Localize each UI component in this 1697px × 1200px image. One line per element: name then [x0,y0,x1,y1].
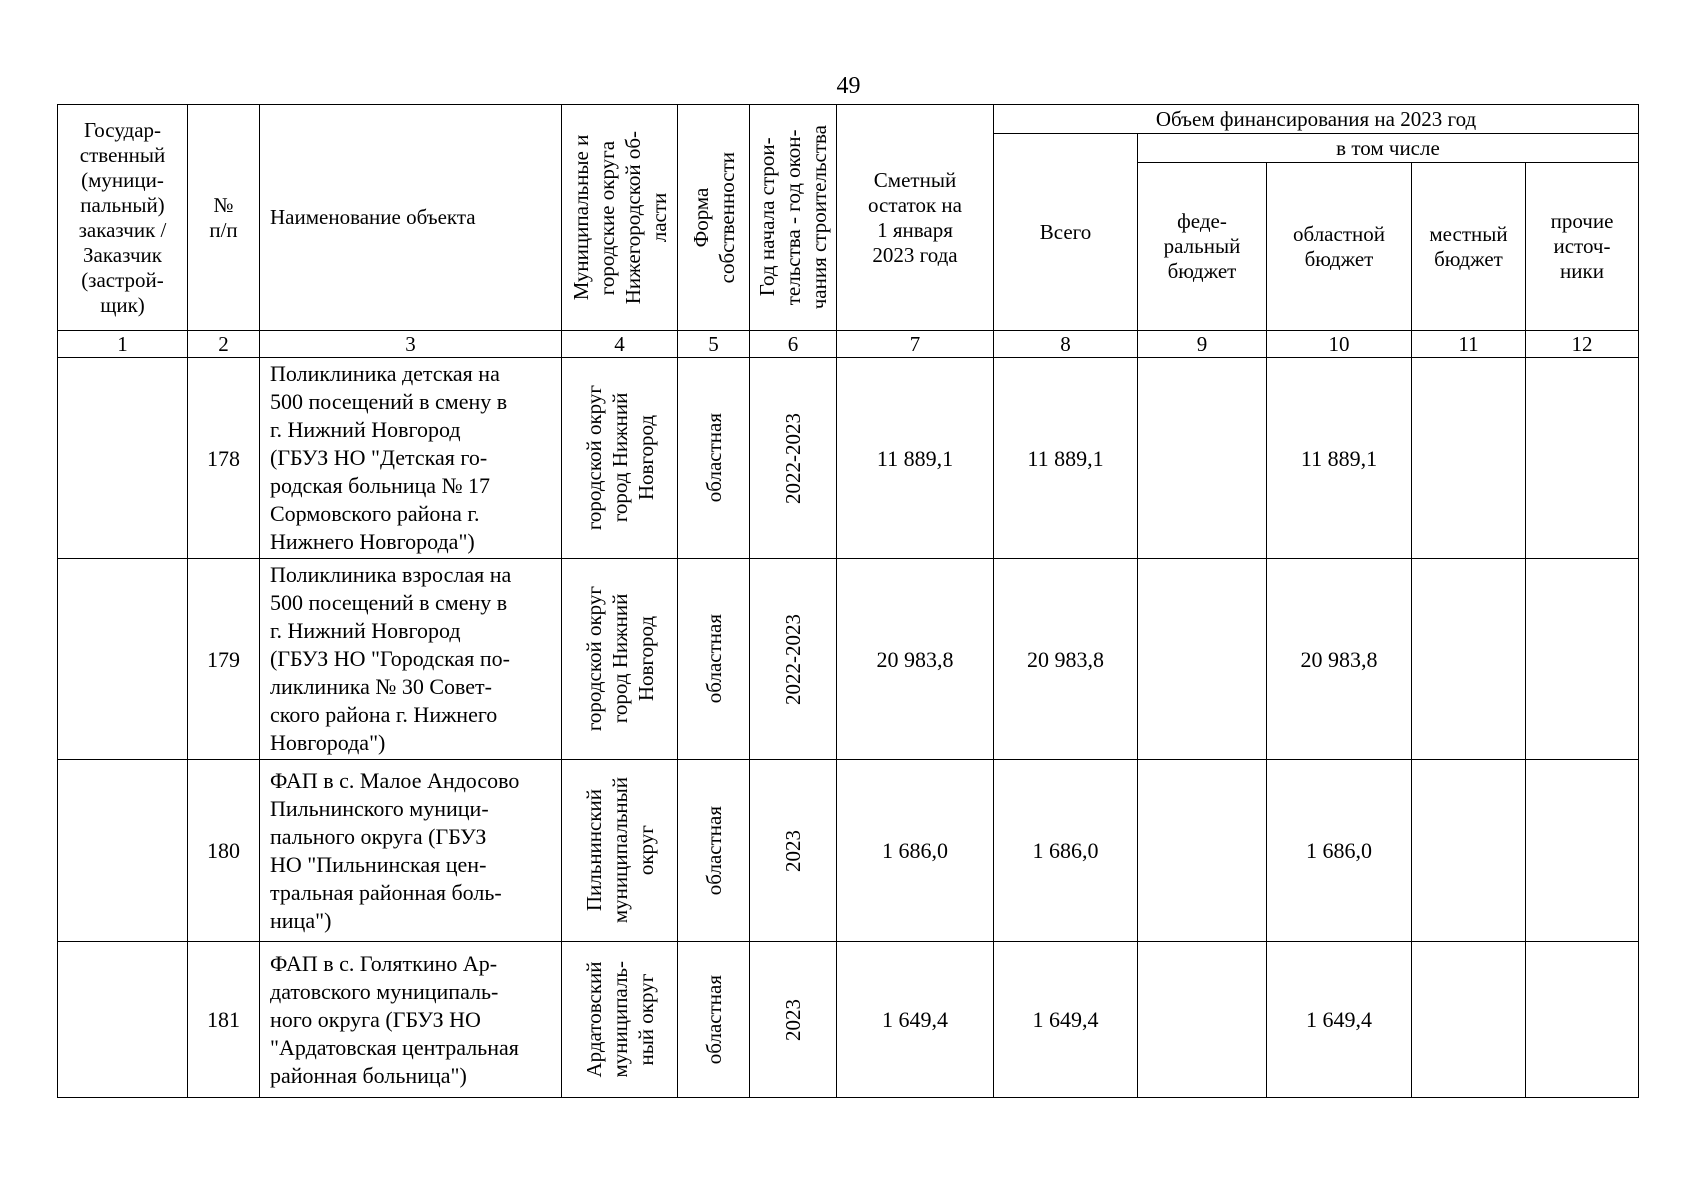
cell-regional: 20 983,8 [1267,559,1412,760]
page-number: 49 [836,73,861,99]
cell-district [562,942,678,1098]
cell-district [562,559,678,760]
cell-balance: 11 889,1 [837,358,994,559]
cell-local [1412,559,1526,760]
cell-years-text: 2023 [781,829,805,872]
cell-federal [1138,760,1267,942]
header-federal-budget: феде- ральный бюджет [1138,163,1267,331]
header-row-1 [58,105,1639,134]
header-total: Всего [994,134,1138,331]
header-regional-budget: областной бюджет [1267,163,1412,331]
cell-district-text: городской округ город Нижний Новгород [581,385,658,531]
column-number: 9 [1138,331,1267,358]
cell-number: 178 [188,358,260,559]
header-years [750,105,837,331]
header-number: № п/п [188,105,260,331]
header-district-text: Муниципальные и городские округа Нижегородской об- ласти [568,130,671,305]
cell-district-text: Пильнинский муниципальный округ [581,777,658,924]
table-row [58,942,1639,1098]
cell-object-name: ФАП в с. Малое Андосово Пильнинского муници- пального округа (ГБУЗ НО "Пильнинская цен- тральная районная боль- ница") [260,760,562,942]
cell-total: 1 649,4 [994,942,1138,1098]
table-row [58,559,1639,760]
column-number: 7 [837,331,994,358]
cell-years-text: 2022-2023 [781,412,805,504]
cell-balance: 20 983,8 [837,559,994,760]
header-object-name: Наименование объекта [260,105,562,331]
cell-federal [1138,942,1267,1098]
cell-number: 181 [188,942,260,1098]
cell-district-text: Ардатовский муниципаль- ный округ [581,961,658,1078]
cell-other [1526,760,1639,942]
column-number: 1 [58,331,188,358]
column-number: 11 [1412,331,1526,358]
cell-total: 20 983,8 [994,559,1138,760]
table-row [58,760,1639,942]
cell-ownership [678,358,750,559]
column-number: 5 [678,331,750,358]
cell-ownership [678,942,750,1098]
investment-table [57,104,1639,1098]
cell-other [1526,559,1639,760]
cell-number: 179 [188,559,260,760]
cell-years [750,942,837,1098]
header-ownership-text: Форма собственности [688,151,739,284]
cell-other [1526,942,1639,1098]
cell-number: 180 [188,760,260,942]
header-funding-volume: Объем финансирования на 2023 год [994,105,1639,134]
cell-regional: 1 649,4 [1267,942,1412,1098]
header-estimated-balance: Сметный остаток на 1 января 2023 года [837,105,994,331]
cell-ownership-text: областная [701,974,726,1065]
cell-local [1412,760,1526,942]
cell-regional: 1 686,0 [1267,760,1412,942]
cell-federal [1138,358,1267,559]
cell-ownership [678,559,750,760]
cell-customer [58,760,188,942]
cell-district [562,760,678,942]
table-row [58,358,1639,559]
cell-total: 11 889,1 [994,358,1138,559]
column-number-row [58,331,1639,358]
cell-local [1412,942,1526,1098]
column-number: 12 [1526,331,1639,358]
header-other-sources: прочие источ- ники [1526,163,1639,331]
cell-ownership [678,760,750,942]
cell-customer [58,358,188,559]
cell-ownership-text: областная [701,805,726,896]
cell-balance: 1 686,0 [837,760,994,942]
cell-years-text: 2023 [781,998,805,1041]
cell-local [1412,358,1526,559]
cell-customer [58,559,188,760]
cell-years [750,358,837,559]
cell-district-text: городской округ город Нижний Новгород [581,586,658,732]
cell-customer [58,942,188,1098]
cell-balance: 1 649,4 [837,942,994,1098]
column-number: 6 [750,331,837,358]
cell-ownership-text: областная [701,614,726,704]
cell-district [562,358,678,559]
cell-regional: 11 889,1 [1267,358,1412,559]
cell-other [1526,358,1639,559]
cell-object-name: ФАП в с. Голяткино Ар- датовского муниципаль- ного округа (ГБУЗ НО "Ардатовская центральная районная больница") [260,942,562,1098]
cell-years [750,559,837,760]
header-including: в том числе [1138,134,1639,163]
cell-ownership-text: областная [701,413,726,503]
cell-years [750,760,837,942]
column-number: 4 [562,331,678,358]
header-ownership [678,105,750,331]
header-years-text: Год начала строи- тельства - год окон- чания строительства [755,125,831,310]
column-number: 10 [1267,331,1412,358]
cell-federal [1138,559,1267,760]
header-district [562,105,678,331]
cell-object-name: Поликлиника детская на 500 посещений в смену в г. Нижний Новгород (ГБУЗ НО "Детская го- родская больница № 17 Сормовского района г. Нижнего Новгорода") [260,358,562,559]
cell-years-text: 2022-2023 [781,613,805,705]
column-number: 3 [260,331,562,358]
header-local-budget: местный бюджет [1412,163,1526,331]
header-customer: Государ- ственный (муници- пальный) заказчик / Заказчик (застрой- щик) [58,105,188,331]
column-number: 2 [188,331,260,358]
cell-total: 1 686,0 [994,760,1138,942]
cell-object-name: Поликлиника взрослая на 500 посещений в смену в г. Нижний Новгород (ГБУЗ НО "Городская по- ликлиника № 30 Совет- ского района г. Нижнего Новгорода") [260,559,562,760]
column-number: 8 [994,331,1138,358]
